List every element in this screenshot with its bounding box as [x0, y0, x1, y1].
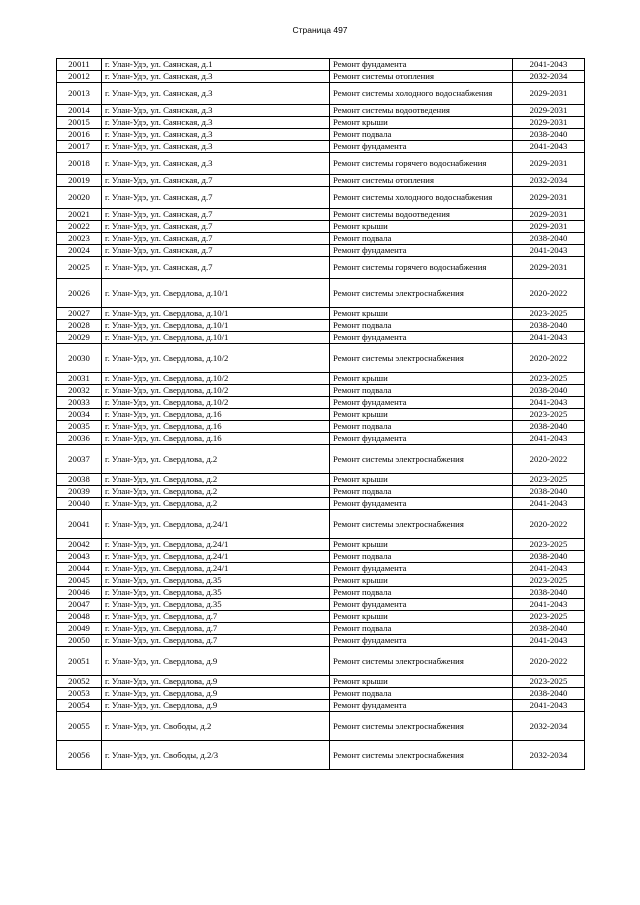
row-work-type-cell: Ремонт системы водоотведения [330, 209, 513, 221]
row-id-cell: 20030 [57, 344, 102, 373]
row-period-cell: 2038-2040 [513, 233, 585, 245]
row-period-cell: 2041-2043 [513, 563, 585, 575]
row-period-cell: 2038-2040 [513, 421, 585, 433]
row-period-cell: 2023-2025 [513, 409, 585, 421]
row-period-cell: 2032-2034 [513, 175, 585, 187]
row-id-cell: 20016 [57, 129, 102, 141]
table-row [57, 175, 585, 187]
table-row [57, 676, 585, 688]
row-address-cell: г. Улан-Удэ, ул. Свердлова, д.2 [102, 486, 330, 498]
row-period-cell: 2041-2043 [513, 59, 585, 71]
row-id-cell: 20031 [57, 373, 102, 385]
row-id-cell: 20025 [57, 257, 102, 279]
row-period-cell: 2023-2025 [513, 676, 585, 688]
row-work-type-cell: Ремонт крыши [330, 676, 513, 688]
row-period-cell: 2020-2022 [513, 445, 585, 474]
row-period-cell: 2023-2025 [513, 373, 585, 385]
row-id-cell: 20026 [57, 279, 102, 308]
row-address-cell: г. Улан-Удэ, ул. Свердлова, д.2 [102, 474, 330, 486]
row-work-type-cell: Ремонт системы электроснабжения [330, 344, 513, 373]
row-period-cell: 2023-2025 [513, 308, 585, 320]
table-row [57, 153, 585, 175]
row-address-cell: г. Улан-Удэ, ул. Свердлова, д.10/1 [102, 320, 330, 332]
row-address-cell: г. Улан-Удэ, ул. Саянская, д.3 [102, 83, 330, 105]
table-row [57, 498, 585, 510]
table-row [57, 129, 585, 141]
table-row [57, 563, 585, 575]
row-address-cell: г. Улан-Удэ, ул. Свердлова, д.2 [102, 445, 330, 474]
row-address-cell: г. Улан-Удэ, ул. Саянская, д.7 [102, 209, 330, 221]
table-row [57, 373, 585, 385]
row-id-cell: 20036 [57, 433, 102, 445]
row-period-cell: 2020-2022 [513, 510, 585, 539]
row-work-type-cell: Ремонт системы электроснабжения [330, 279, 513, 308]
row-period-cell: 2038-2040 [513, 129, 585, 141]
row-work-type-cell: Ремонт системы отопления [330, 71, 513, 83]
table-row [57, 486, 585, 498]
table-row [57, 647, 585, 676]
row-address-cell: г. Улан-Удэ, ул. Свердлова, д.10/1 [102, 279, 330, 308]
row-id-cell: 20024 [57, 245, 102, 257]
page-number: Страница 497 [292, 25, 348, 35]
row-work-type-cell: Ремонт фундамента [330, 397, 513, 409]
row-address-cell: г. Улан-Удэ, ул. Саянская, д.7 [102, 187, 330, 209]
row-address-cell: г. Улан-Удэ, ул. Саянская, д.3 [102, 71, 330, 83]
row-work-type-cell: Ремонт крыши [330, 117, 513, 129]
row-work-type-cell: Ремонт подвала [330, 233, 513, 245]
table-row [57, 433, 585, 445]
row-work-type-cell: Ремонт системы холодного водоснабжения [330, 187, 513, 209]
row-work-type-cell: Ремонт системы водоотведения [330, 105, 513, 117]
row-id-cell: 20029 [57, 332, 102, 344]
table-row [57, 245, 585, 257]
row-period-cell: 2032-2034 [513, 712, 585, 741]
row-address-cell: г. Улан-Удэ, ул. Свердлова, д.7 [102, 635, 330, 647]
row-work-type-cell: Ремонт крыши [330, 373, 513, 385]
row-period-cell: 2041-2043 [513, 141, 585, 153]
row-work-type-cell: Ремонт фундамента [330, 498, 513, 510]
row-id-cell: 20042 [57, 539, 102, 551]
row-period-cell: 2029-2031 [513, 209, 585, 221]
row-id-cell: 20043 [57, 551, 102, 563]
table-row [57, 712, 585, 741]
row-id-cell: 20039 [57, 486, 102, 498]
row-work-type-cell: Ремонт фундамента [330, 635, 513, 647]
row-address-cell: г. Улан-Удэ, ул. Свердлова, д.16 [102, 409, 330, 421]
row-id-cell: 20047 [57, 599, 102, 611]
table-row [57, 587, 585, 599]
table-row [57, 700, 585, 712]
table-row [57, 688, 585, 700]
row-work-type-cell: Ремонт системы электроснабжения [330, 741, 513, 770]
row-period-cell: 2029-2031 [513, 105, 585, 117]
row-period-cell: 2023-2025 [513, 474, 585, 486]
row-address-cell: г. Улан-Удэ, ул. Свердлова, д.24/1 [102, 551, 330, 563]
row-work-type-cell: Ремонт подвала [330, 623, 513, 635]
row-address-cell: г. Улан-Удэ, ул. Саянская, д.3 [102, 129, 330, 141]
row-address-cell: г. Улан-Удэ, ул. Свердлова, д.16 [102, 433, 330, 445]
row-address-cell: г. Улан-Удэ, ул. Свердлова, д.2 [102, 498, 330, 510]
row-id-cell: 20017 [57, 141, 102, 153]
row-period-cell: 2038-2040 [513, 486, 585, 498]
row-period-cell: 2020-2022 [513, 279, 585, 308]
row-address-cell: г. Улан-Удэ, ул. Свердлова, д.9 [102, 688, 330, 700]
table-row [57, 209, 585, 221]
row-id-cell: 20028 [57, 320, 102, 332]
table-row [57, 320, 585, 332]
row-address-cell: г. Улан-Удэ, ул. Свердлова, д.24/1 [102, 563, 330, 575]
table-row [57, 233, 585, 245]
row-address-cell: г. Улан-Удэ, ул. Свердлова, д.10/2 [102, 373, 330, 385]
row-address-cell: г. Улан-Удэ, ул. Саянская, д.1 [102, 59, 330, 71]
row-period-cell: 2029-2031 [513, 221, 585, 233]
row-period-cell: 2020-2022 [513, 647, 585, 676]
table-row [57, 71, 585, 83]
table-row [57, 539, 585, 551]
row-period-cell: 2041-2043 [513, 700, 585, 712]
row-period-cell: 2041-2043 [513, 332, 585, 344]
row-work-type-cell: Ремонт крыши [330, 308, 513, 320]
row-address-cell: г. Улан-Удэ, ул. Саянская, д.7 [102, 175, 330, 187]
row-period-cell: 2038-2040 [513, 320, 585, 332]
table-row [57, 187, 585, 209]
row-period-cell: 2038-2040 [513, 385, 585, 397]
row-address-cell: г. Улан-Удэ, ул. Саянская, д.7 [102, 257, 330, 279]
row-period-cell: 2038-2040 [513, 688, 585, 700]
table-row [57, 221, 585, 233]
row-work-type-cell: Ремонт подвала [330, 688, 513, 700]
row-id-cell: 20054 [57, 700, 102, 712]
row-work-type-cell: Ремонт подвала [330, 129, 513, 141]
row-id-cell: 20034 [57, 409, 102, 421]
row-address-cell: г. Улан-Удэ, ул. Саянская, д.7 [102, 233, 330, 245]
table-row [57, 279, 585, 308]
row-address-cell: г. Улан-Удэ, ул. Саянская, д.3 [102, 141, 330, 153]
row-id-cell: 20040 [57, 498, 102, 510]
row-address-cell: г. Улан-Удэ, ул. Свердлова, д.7 [102, 623, 330, 635]
row-period-cell: 2020-2022 [513, 344, 585, 373]
table-row [57, 510, 585, 539]
row-address-cell: г. Улан-Удэ, ул. Свердлова, д.35 [102, 587, 330, 599]
row-id-cell: 20011 [57, 59, 102, 71]
row-address-cell: г. Улан-Удэ, ул. Свердлова, д.35 [102, 575, 330, 587]
row-address-cell: г. Улан-Удэ, ул. Свердлова, д.9 [102, 647, 330, 676]
row-address-cell: г. Улан-Удэ, ул. Свердлова, д.24/1 [102, 539, 330, 551]
row-id-cell: 20048 [57, 611, 102, 623]
row-period-cell: 2023-2025 [513, 539, 585, 551]
row-address-cell: г. Улан-Удэ, ул. Свердлова, д.10/1 [102, 308, 330, 320]
row-id-cell: 20044 [57, 563, 102, 575]
row-id-cell: 20021 [57, 209, 102, 221]
table-row [57, 474, 585, 486]
row-id-cell: 20038 [57, 474, 102, 486]
table-row [57, 551, 585, 563]
row-id-cell: 20037 [57, 445, 102, 474]
row-period-cell: 2023-2025 [513, 575, 585, 587]
table-row [57, 59, 585, 71]
row-work-type-cell: Ремонт системы электроснабжения [330, 510, 513, 539]
table-row [57, 445, 585, 474]
table-row [57, 385, 585, 397]
row-work-type-cell: Ремонт фундамента [330, 141, 513, 153]
row-address-cell: г. Улан-Удэ, ул. Свободы, д.2 [102, 712, 330, 741]
row-id-cell: 20056 [57, 741, 102, 770]
row-address-cell: г. Улан-Удэ, ул. Саянская, д.7 [102, 245, 330, 257]
row-address-cell: г. Улан-Удэ, ул. Свердлова, д.35 [102, 599, 330, 611]
row-work-type-cell: Ремонт подвала [330, 385, 513, 397]
row-id-cell: 20019 [57, 175, 102, 187]
table-row [57, 623, 585, 635]
row-work-type-cell: Ремонт фундамента [330, 59, 513, 71]
row-period-cell: 2041-2043 [513, 599, 585, 611]
row-address-cell: г. Улан-Удэ, ул. Свердлова, д.24/1 [102, 510, 330, 539]
row-id-cell: 20013 [57, 83, 102, 105]
row-period-cell: 2023-2025 [513, 611, 585, 623]
table-row [57, 117, 585, 129]
row-work-type-cell: Ремонт подвала [330, 421, 513, 433]
row-work-type-cell: Ремонт фундамента [330, 245, 513, 257]
row-work-type-cell: Ремонт фундамента [330, 700, 513, 712]
table-row [57, 599, 585, 611]
row-work-type-cell: Ремонт системы горячего водоснабжения [330, 153, 513, 175]
row-work-type-cell: Ремонт системы электроснабжения [330, 445, 513, 474]
row-id-cell: 20051 [57, 647, 102, 676]
row-work-type-cell: Ремонт крыши [330, 611, 513, 623]
row-id-cell: 20023 [57, 233, 102, 245]
row-work-type-cell: Ремонт фундамента [330, 563, 513, 575]
row-address-cell: г. Улан-Удэ, ул. Свердлова, д.10/2 [102, 344, 330, 373]
row-work-type-cell: Ремонт фундамента [330, 332, 513, 344]
row-period-cell: 2029-2031 [513, 257, 585, 279]
row-id-cell: 20046 [57, 587, 102, 599]
row-period-cell: 2041-2043 [513, 635, 585, 647]
row-id-cell: 20012 [57, 71, 102, 83]
table-row [57, 611, 585, 623]
row-id-cell: 20014 [57, 105, 102, 117]
row-period-cell: 2029-2031 [513, 187, 585, 209]
row-period-cell: 2032-2034 [513, 741, 585, 770]
row-work-type-cell: Ремонт фундамента [330, 433, 513, 445]
row-work-type-cell: Ремонт фундамента [330, 599, 513, 611]
row-id-cell: 20027 [57, 308, 102, 320]
table-row [57, 344, 585, 373]
row-id-cell: 20041 [57, 510, 102, 539]
capital-repair-table [56, 58, 585, 770]
row-period-cell: 2038-2040 [513, 623, 585, 635]
row-period-cell: 2041-2043 [513, 397, 585, 409]
row-work-type-cell: Ремонт системы электроснабжения [330, 712, 513, 741]
row-work-type-cell: Ремонт системы горячего водоснабжения [330, 257, 513, 279]
table-row [57, 635, 585, 647]
row-work-type-cell: Ремонт подвала [330, 587, 513, 599]
row-id-cell: 20032 [57, 385, 102, 397]
row-id-cell: 20052 [57, 676, 102, 688]
row-work-type-cell: Ремонт системы холодного водоснабжения [330, 83, 513, 105]
row-id-cell: 20053 [57, 688, 102, 700]
table-row [57, 257, 585, 279]
row-work-type-cell: Ремонт крыши [330, 474, 513, 486]
row-period-cell: 2032-2034 [513, 71, 585, 83]
row-work-type-cell: Ремонт системы отопления [330, 175, 513, 187]
row-period-cell: 2029-2031 [513, 83, 585, 105]
row-id-cell: 20022 [57, 221, 102, 233]
row-address-cell: г. Улан-Удэ, ул. Свердлова, д.16 [102, 421, 330, 433]
row-id-cell: 20020 [57, 187, 102, 209]
row-work-type-cell: Ремонт крыши [330, 575, 513, 587]
table-row [57, 575, 585, 587]
table-row [57, 105, 585, 117]
row-address-cell: г. Улан-Удэ, ул. Свердлова, д.9 [102, 700, 330, 712]
row-address-cell: г. Улан-Удэ, ул. Саянская, д.3 [102, 105, 330, 117]
table-row [57, 141, 585, 153]
table-row [57, 409, 585, 421]
row-period-cell: 2041-2043 [513, 433, 585, 445]
row-address-cell: г. Улан-Удэ, ул. Саянская, д.7 [102, 221, 330, 233]
row-work-type-cell: Ремонт подвала [330, 320, 513, 332]
row-id-cell: 20055 [57, 712, 102, 741]
row-period-cell: 2038-2040 [513, 551, 585, 563]
row-work-type-cell: Ремонт крыши [330, 539, 513, 551]
row-id-cell: 20050 [57, 635, 102, 647]
row-address-cell: г. Улан-Удэ, ул. Свердлова, д.10/2 [102, 397, 330, 409]
row-address-cell: г. Улан-Удэ, ул. Свердлова, д.9 [102, 676, 330, 688]
row-id-cell: 20015 [57, 117, 102, 129]
row-work-type-cell: Ремонт крыши [330, 221, 513, 233]
table-body [57, 59, 585, 770]
table-row [57, 741, 585, 770]
row-work-type-cell: Ремонт системы электроснабжения [330, 647, 513, 676]
row-id-cell: 20018 [57, 153, 102, 175]
row-period-cell: 2029-2031 [513, 153, 585, 175]
row-id-cell: 20035 [57, 421, 102, 433]
row-work-type-cell: Ремонт подвала [330, 551, 513, 563]
row-id-cell: 20049 [57, 623, 102, 635]
row-id-cell: 20033 [57, 397, 102, 409]
row-period-cell: 2038-2040 [513, 587, 585, 599]
row-address-cell: г. Улан-Удэ, ул. Свердлова, д.10/2 [102, 385, 330, 397]
table-row [57, 83, 585, 105]
row-work-type-cell: Ремонт крыши [330, 409, 513, 421]
row-address-cell: г. Улан-Удэ, ул. Свободы, д.2/3 [102, 741, 330, 770]
table-row [57, 308, 585, 320]
row-address-cell: г. Улан-Удэ, ул. Саянская, д.3 [102, 153, 330, 175]
table-row [57, 421, 585, 433]
row-period-cell: 2029-2031 [513, 117, 585, 129]
table-row [57, 332, 585, 344]
row-period-cell: 2041-2043 [513, 245, 585, 257]
row-address-cell: г. Улан-Удэ, ул. Свердлова, д.7 [102, 611, 330, 623]
row-id-cell: 20045 [57, 575, 102, 587]
row-address-cell: г. Улан-Удэ, ул. Свердлова, д.10/1 [102, 332, 330, 344]
row-period-cell: 2041-2043 [513, 498, 585, 510]
row-address-cell: г. Улан-Удэ, ул. Саянская, д.3 [102, 117, 330, 129]
table-row [57, 397, 585, 409]
row-work-type-cell: Ремонт подвала [330, 486, 513, 498]
